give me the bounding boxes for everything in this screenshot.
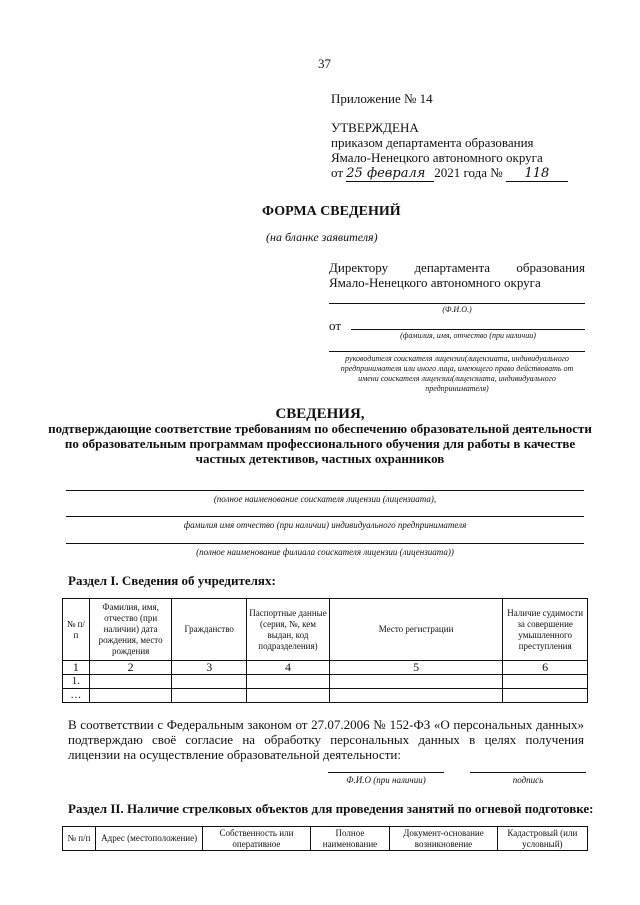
addressee-word: Директору — [329, 260, 389, 275]
approval-line2: Ямало-Ненецкого автономного округа — [331, 150, 543, 165]
table-header-cell: Собственность или оперативное — [203, 827, 310, 851]
section2-title: Раздел II. Наличие стрелковых объектов для проведения занятий по огневой подготовке: — [68, 801, 594, 816]
fio-sign-line — [328, 772, 444, 773]
from-label: от — [329, 318, 342, 333]
table-header-cell: Документ-основание возникновение — [390, 827, 497, 851]
branch-line — [66, 543, 584, 544]
table-header-cell: № п/п — [63, 599, 90, 661]
addressee-block — [329, 260, 585, 290]
applicant-caption: (полное наименование соискателя лицензии (лицензиата), — [213, 494, 437, 504]
approval-date-handwritten: 25 февраля — [346, 166, 434, 182]
table-header-cell: Полное наименование — [310, 827, 390, 851]
approval-date-suffix: 2021 года № — [434, 165, 503, 180]
table-cell — [247, 689, 330, 703]
entrepreneur-caption: фамилия имя отчество (при наличии) индивидуального предпринимателя — [183, 520, 467, 530]
table-number-row — [63, 661, 588, 675]
section1-title: Раздел I. Сведения об учредителях: — [68, 573, 276, 588]
addressee-word: образования — [516, 260, 585, 275]
svedeniya-subtitle: подтверждающие соответствие требованиям по обеспечению образовательной деятельности по образовательным программам профессионального обучения для работы в качестве частных детективов, частных охранников — [48, 421, 592, 466]
table-cell: 4 — [247, 661, 330, 675]
addressee-line2: Ямало-Ненецкого автономного округа — [329, 275, 541, 290]
fio-sign-caption: Ф.И.О (при наличии) — [346, 775, 426, 785]
approval-line1: приказом департамента образования — [331, 135, 534, 150]
table-cell: 3 — [172, 661, 247, 675]
table-cell: 5 — [329, 661, 502, 675]
applicant-line — [66, 490, 584, 491]
approval-block — [331, 120, 568, 182]
addressee-word: департамента — [414, 260, 491, 275]
table-cell: 2 — [89, 661, 172, 675]
fio-caption: (Ф.И.О.) — [442, 305, 472, 314]
role-line — [329, 351, 585, 352]
table-header-cell: Фамилия, имя, отчество (при наличии) дата рождения, место рождения — [89, 599, 172, 661]
fio-line — [329, 303, 585, 304]
table-cell: 6 — [503, 661, 588, 675]
table-cell: … — [63, 689, 90, 703]
form-subtitle: (на бланке заявителя) — [266, 230, 378, 244]
form-title: ФОРМА СВЕДЕНИЙ — [262, 204, 401, 219]
table-cell — [329, 689, 502, 703]
table-header-cell: № п/п — [63, 827, 96, 851]
addressee-line1 — [329, 260, 585, 275]
table-header-cell: Наличие судимости за совершение умышленного преступления — [503, 599, 588, 661]
entrepreneur-line — [66, 516, 584, 517]
table-row — [63, 689, 588, 703]
table-cell: 1. — [63, 675, 90, 689]
table-header-row — [63, 827, 588, 851]
table-header-cell: Гражданство — [172, 599, 247, 661]
role-caption: руководителя соискателя лицензии(лицензиата, индивидуального предпринимателя или иного лица, имеющего право действовать от имени соискателя лицензии(лицензиата, индивидуального предпринимателя) — [340, 354, 574, 393]
table-cell: 1 — [63, 661, 90, 675]
table-cell — [503, 675, 588, 689]
table-header-row — [63, 599, 588, 661]
approval-date-line — [331, 165, 568, 182]
founders-table — [62, 598, 588, 703]
table-cell — [172, 675, 247, 689]
table-cell — [247, 675, 330, 689]
approval-number-handwritten: 118 — [506, 166, 568, 182]
table-cell — [329, 675, 502, 689]
table-cell — [89, 675, 172, 689]
table-header-cell: Адрес (местоположение) — [95, 827, 202, 851]
table-header-cell: Паспортные данные (серия, №, кем выдан, код подразделения) — [247, 599, 330, 661]
from-line — [351, 329, 585, 330]
table-cell — [503, 689, 588, 703]
branch-caption: (полное наименование филиала соискателя лицензии (лицензиата)) — [196, 547, 454, 557]
appendix-label: Приложение № 14 — [331, 91, 433, 106]
svedeniya-title: СВЕДЕНИЯ, — [275, 406, 365, 422]
table-header-cell: Кадастровый (или условный) — [497, 827, 587, 851]
shooting-objects-table — [62, 826, 588, 851]
table-row — [63, 675, 588, 689]
table-header-cell: Место регистрации — [329, 599, 502, 661]
from-caption: (фамилия, имя, отчество (при наличии) — [400, 331, 536, 340]
approval-title: УТВЕРЖДЕНА — [331, 120, 419, 135]
table-cell — [89, 689, 172, 703]
consent-text: В соответствии с Федеральным законом от 27.07.2006 № 152-ФЗ «О персональных данных» подтверждаю своё согласие на обработку персональных данных в целях получения лицензии на осуществление образовательной деятельности: — [68, 717, 584, 762]
table-cell — [172, 689, 247, 703]
page-number: 37 — [318, 56, 331, 71]
approval-date-prefix: от — [331, 165, 344, 180]
signature-line — [470, 772, 586, 773]
signature-caption: подпись — [512, 775, 544, 785]
